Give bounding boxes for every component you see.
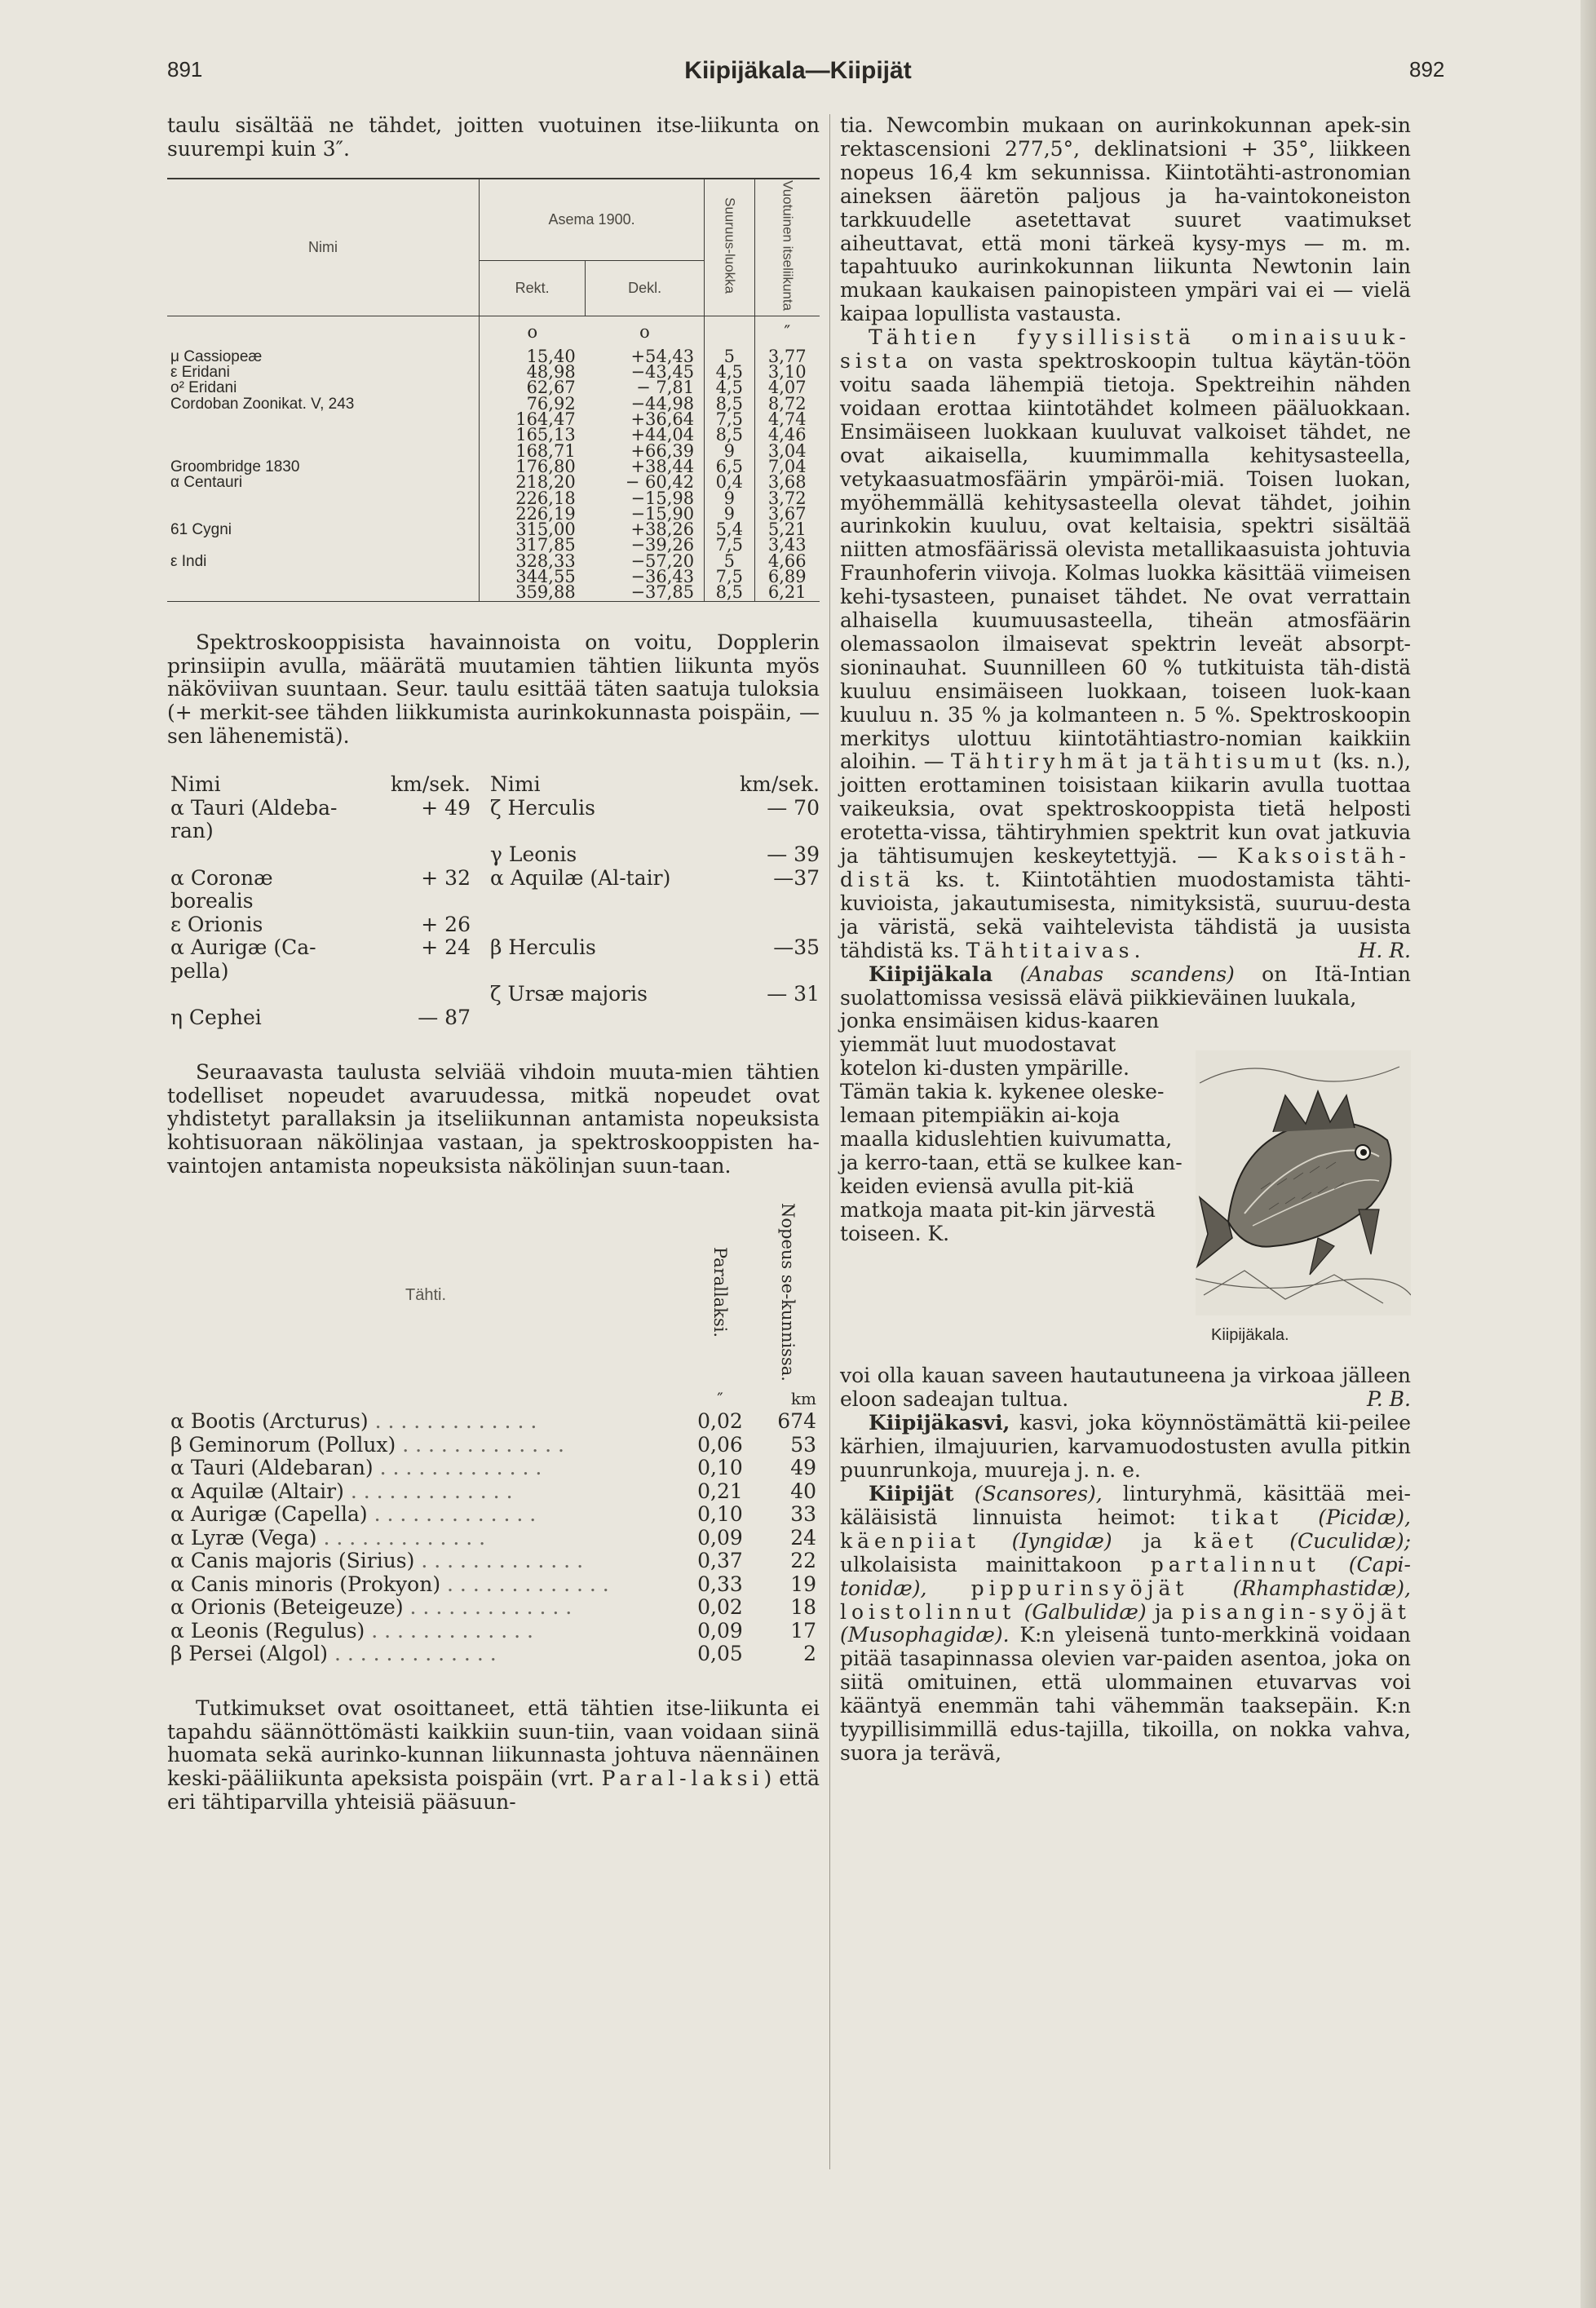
t3-h-tahti: Tähti. bbox=[405, 1285, 447, 1304]
v-name-right: ζ Herculis bbox=[490, 795, 595, 820]
th-itse: Vuotuinen itseliikunta bbox=[754, 179, 820, 316]
figure-caption: Kiipijäkala. bbox=[1211, 1326, 1289, 1345]
star-row bbox=[167, 585, 820, 601]
velocity-row bbox=[167, 843, 820, 867]
star-name bbox=[167, 427, 480, 443]
star-mag: 5 bbox=[705, 349, 754, 365]
v-value-right bbox=[697, 1006, 820, 1030]
star-rekt: 315,00 bbox=[515, 520, 576, 540]
sv-parallax: 0,21 bbox=[697, 1479, 743, 1503]
column-divider bbox=[829, 114, 830, 2169]
sv-parallax: 0,09 bbox=[697, 1618, 743, 1643]
star-mag: 5,4 bbox=[705, 522, 754, 537]
star-pm: 4,66 bbox=[754, 554, 820, 569]
star-dekl: +44,04 bbox=[630, 425, 695, 445]
star-mag: 7,5 bbox=[705, 537, 754, 553]
t3-h-par: Parallaksi. bbox=[710, 1247, 730, 1338]
sv-velocity: 18 bbox=[790, 1595, 816, 1620]
page-number-right: 892 bbox=[1409, 57, 1445, 82]
star-row bbox=[167, 427, 820, 443]
entry-kiipijat: Kiipijät (Scansores), linturyhmä, käsittää mei-käläisistä linnuista heimot: tikat (Picidæ), käenpiiat (Iyngidæ) ja käet (Cuculidæ); ulkolaisista mainittakoon partalinnut (Capi-tonidæ), pippurinsyöjät (Rhamphastidæ), loistolinnut (Galbulidæ) ja pisangin-syöjät (Musophagidæ). K:n yleisenä tunto-merkkinä voidaan pitää tasapinnassa olevien var-paiden asentoa, joka on siitä omituinen, että ulommainen etuvarvas voi kääntyä enemmän tahi vähemmän taaksepäin. K:n tyypillisimmillä edus-tajilla, tikoilla, on nokka vahva, suora ja terävä, bbox=[840, 1481, 1412, 1765]
unit-rekt: o bbox=[527, 322, 538, 343]
star-row bbox=[167, 475, 820, 490]
star-name: ε Eridani bbox=[167, 365, 480, 380]
sv-velocity: 2 bbox=[803, 1642, 816, 1666]
page-number-left: 891 bbox=[167, 57, 203, 82]
sv-parallax: 0,06 bbox=[697, 1432, 743, 1457]
space-velocity-row bbox=[167, 1620, 820, 1643]
star-name: ε Indi bbox=[167, 554, 480, 569]
sv-parallax: 0,10 bbox=[697, 1456, 743, 1480]
v-value-left: + 32 bbox=[421, 865, 471, 890]
star-rekt: 226,19 bbox=[515, 503, 576, 524]
v-value-right: — 70 bbox=[767, 795, 820, 820]
star-name: μ Cassiopeæ bbox=[167, 349, 480, 365]
paragraph-apex: Tutkimukset ovat osoittaneet, että tähtien itse-liikunta ei tapahdu säännöttömästi kaikkiin suun-tiin, vaan voidaan siinä huomata sekä aurinko-kunnan liikunnasta johtuva näennäinen keski-pääliikunta apeksista poispäin (vrt. Paral-laksi) että eri tähtiparvilla yhteisiä pääsuun- bbox=[167, 1696, 820, 1815]
v-name-left bbox=[167, 983, 361, 1006]
entry-kiipijakala: Kiipijäkala (Anabas scandens) on Itä-Intian suolattomissa vesissä elävä piikkieväinen luukala, bbox=[840, 962, 1411, 1010]
space-velocity-table bbox=[167, 1203, 820, 1665]
sv-velocity: 674 bbox=[777, 1409, 816, 1434]
space-velocity-row bbox=[167, 1457, 820, 1480]
book-spine bbox=[1581, 0, 1596, 2308]
sv-velocity: 33 bbox=[790, 1502, 816, 1527]
sv-velocity: 19 bbox=[790, 1572, 816, 1596]
v-name-left: ε Orionis bbox=[170, 912, 263, 936]
sv-star: α Bootis (Arcturus) . . . . . . . . . . . . . bbox=[170, 1409, 537, 1434]
sv-parallax: 0,02 bbox=[697, 1409, 743, 1434]
star-name: 61 Cygni bbox=[167, 522, 480, 537]
star-row bbox=[167, 491, 820, 506]
star-name bbox=[167, 412, 480, 427]
star-mag: 9 bbox=[705, 444, 754, 459]
star-rekt: 76,92 bbox=[526, 393, 576, 413]
sv-star: β Geminorum (Pollux) . . . . . . . . . . . . . bbox=[170, 1432, 564, 1457]
space-velocity-row bbox=[167, 1550, 820, 1573]
space-velocity-row bbox=[167, 1410, 820, 1434]
v-name-right bbox=[487, 913, 697, 937]
star-rekt: 176,80 bbox=[515, 456, 576, 476]
star-pm: 3,77 bbox=[754, 349, 820, 365]
v-value-right: —37 bbox=[773, 865, 820, 890]
v-name-left: η Cephei bbox=[170, 1006, 262, 1030]
star-rekt: 165,13 bbox=[515, 425, 576, 445]
star-name bbox=[167, 506, 480, 522]
star-dekl: −44,98 bbox=[630, 393, 695, 413]
v-name-right: ζ Ursæ majoris bbox=[490, 982, 648, 1006]
star-rekt: 164,47 bbox=[515, 409, 576, 430]
star-mag: 7,5 bbox=[705, 412, 754, 427]
v-value-left: + 24 bbox=[421, 935, 471, 960]
t2-h-km2: km/sek. bbox=[740, 772, 820, 797]
v-name-left: α Tauri (Aldeba-ran) bbox=[170, 795, 338, 843]
sv-velocity: 53 bbox=[790, 1432, 816, 1457]
sv-velocity: 22 bbox=[790, 1549, 816, 1573]
paragraph-spectra: Tähtien fyysillisistä ominaisuuk-sista on vasta spektroskoopin tultua käytän-töön voitu saada lähempiä tietoja. Spektreihin nähden voidaan erottaa kiintotähdet kolmeen pääluokkaan. Ensimäiseen luokkaan kuuluvat valkoiset tähdet, ne ovat aikaisella, kuumimmalla kehitysasteella, vetykaasuatmosfäärin ympäröi-miä. Toisen luokan, myöhemmällä kehitysasteella olevat tähdet, joihin aurinkokin kuuluu, ovat keltaisia, spektri sisältää niitten atmosfäärissä olevista metallikaasuista johtuvia Fraunhoferin viivoja. Kolmas luokka käsittää viimeisen kehi-tysasteen, punaiset tähdet. Ne ovat verrattain alhaisella kuumuusasteella, tiheän atmosfäärin olemassaolon ilmaisevat spektrin leveät absorpt-sioninauhat. Suunnilleen 60 % tutkituista täh-distä kuuluu ensimäiseen luokkaan, toiseen luok-kaan kuuluu n. 35 % ja kolmanteen n. 5 %. Spektroskoopin merkitys ulottuu kiintotähtiastro-nomian kaikkiin aloihin. — Tähtiryhmät ja tähtisumut (ks. n.), joitten erottaminen toisistaan kiikarin avulla tuottaa vaikeuksia, ovat spektroskooppista tietä helposti erotetta-vissa, tähtiryhmien spektrit kun ovat jatkuvia ja tähtisumujen keskeytettyjä. — Kaksoistäh-distä ks. t. Kiintotähtien muodostamista tähti-kuvioista, jakautumisesta, nimityksistä, suuruu-desta ja väristä, sekä vaihtelevista tähdistä ja uusista tähdistä ks. Tähtitaivas. H. R. bbox=[840, 325, 1411, 962]
t3-u-nop: km bbox=[790, 1388, 816, 1408]
space-velocity-row bbox=[167, 1527, 820, 1550]
star-dekl: −43,45 bbox=[630, 362, 695, 382]
star-rekt: 328,33 bbox=[515, 550, 576, 571]
star-rekt: 48,98 bbox=[526, 362, 576, 382]
star-dekl: +38,44 bbox=[630, 456, 695, 476]
sv-star: α Leonis (Regulus) . . . . . . . . . . . . . bbox=[170, 1618, 533, 1643]
star-pm: 7,04 bbox=[754, 459, 820, 475]
star-name: Groombridge 1830 bbox=[167, 459, 480, 475]
space-velocity-row bbox=[167, 1434, 820, 1457]
star-name: α Centauri bbox=[167, 475, 480, 490]
right-column bbox=[840, 114, 1411, 1766]
star-dekl: −15,90 bbox=[630, 503, 695, 524]
star-name: Cordoban Zoonikat. V, 243 bbox=[167, 396, 480, 412]
v-value-right: — 39 bbox=[767, 842, 820, 866]
sv-star: α Orionis (Beteigeuze) . . . . . . . . . . . . . bbox=[170, 1595, 573, 1620]
star-rekt: 218,20 bbox=[515, 472, 576, 493]
star-dekl: −37,85 bbox=[630, 582, 695, 603]
space-velocity-row bbox=[167, 1643, 820, 1666]
velocity-row bbox=[167, 936, 820, 983]
climbing-perch-illustration bbox=[1196, 1050, 1411, 1315]
sv-parallax: 0,37 bbox=[697, 1549, 743, 1573]
star-dekl: +38,26 bbox=[630, 520, 695, 540]
v-name-right: γ Leonis bbox=[490, 842, 577, 866]
sv-star: α Aquilæ (Altair) . . . . . . . . . . . . . bbox=[170, 1479, 513, 1503]
t3-u-par: ″ bbox=[717, 1388, 723, 1408]
sv-star: α Aurigæ (Capella) . . . . . . . . . . . . . bbox=[170, 1502, 537, 1527]
running-title: Kiipijäkala—Kiipijät bbox=[684, 57, 912, 84]
star-rekt: 359,88 bbox=[515, 582, 576, 603]
t2-h-nimi1: Nimi bbox=[170, 772, 221, 797]
star-name bbox=[167, 444, 480, 459]
star-pm: 6,21 bbox=[754, 585, 820, 601]
star-name bbox=[167, 569, 480, 585]
paragraph-velocity: Seuraavasta taulusta selviää vihdoin muuta-mien tähtien todelliset nopeudet avaruudessa, mitkä nopeudet ovat yhdistetyt parallaksin ja itseliikunnan antamista nopeuksista kohtisuoraan näkölinjaa vastaan, ja spektroskooppisten ha-vaintojen antamista nopeuksista näkölinjan suun-taan. bbox=[167, 1059, 820, 1178]
star-mag: 7,5 bbox=[705, 569, 754, 585]
t2-h-km1: km/sek. bbox=[391, 772, 471, 797]
unit-dekl: o bbox=[639, 322, 650, 343]
sv-star: α Canis majoris (Sirius) . . . . . . . . . . . . . bbox=[170, 1549, 584, 1573]
sv-parallax: 0,10 bbox=[697, 1502, 743, 1527]
v-value-left: + 26 bbox=[421, 912, 471, 936]
radial-velocity-table bbox=[167, 773, 820, 1030]
sv-velocity: 40 bbox=[790, 1479, 816, 1503]
star-pm: 3,72 bbox=[754, 491, 820, 506]
th-rekt: Rekt. bbox=[480, 260, 586, 316]
velocity-row bbox=[167, 1006, 820, 1030]
star-pm: 5,21 bbox=[754, 522, 820, 537]
space-velocity-row bbox=[167, 1480, 820, 1504]
v-value-left bbox=[361, 843, 487, 867]
th-dekl: Dekl. bbox=[628, 279, 662, 296]
paragraph-doppler: Spektroskooppisista havainnoista on voitu, Dopplerin prinsiipin avulla, määrätä muutamien tähtien liikunta myös näköviivan suuntaan. Seur. taulu esittää täten saatuja tuloksia (+ merkit-see tähden liikkumista aurinkokunnasta poispäin, — sen lähenemistä). bbox=[167, 630, 820, 749]
v-value-right: —35 bbox=[773, 935, 820, 960]
star-mag: 4,5 bbox=[705, 380, 754, 396]
star-dekl: +66,39 bbox=[630, 440, 695, 461]
star-dekl: −15,98 bbox=[630, 488, 695, 508]
star-mag: 4,5 bbox=[705, 365, 754, 380]
t2-h-nimi2: Nimi bbox=[490, 772, 541, 797]
space-velocity-row bbox=[167, 1573, 820, 1597]
paragraph-newcomb: tia. Newcombin mukaan on aurinkokunnan apek-sin rektascensioni 277,5°, deklinatsioni + 35°, liikkeen nopeus 16,4 km sekunnissa. Kiintotähti-astronomian aineksen ääretön paljous ja ha-vaintokoneiston tarkkuudelle asetettavat suuret vaatimukset aiheuttavat, että moni tärkeä kysy-mys — m. m. tapahtuuko aurinkokunnan liikunta Newtonin lain mukaan kaukaisen painopisteen ympäri vai ei — vielä kaipaa lopullista vastausta. bbox=[840, 113, 1411, 326]
v-value-left: — 87 bbox=[418, 1006, 471, 1030]
fish-text-continued: voi olla kauan saveen hautautuneena ja virkoaa jälleen eloon sadeajan tultua. P. B. bbox=[840, 1364, 1411, 1412]
th-nimi: Nimi bbox=[167, 179, 480, 316]
star-pm: 6,89 bbox=[754, 569, 820, 585]
star-pm: 4,46 bbox=[754, 427, 820, 443]
star-rekt: 226,18 bbox=[515, 488, 576, 508]
velocity-row bbox=[167, 867, 820, 913]
star-dekl: −36,43 bbox=[630, 567, 695, 586]
star-rekt: 168,71 bbox=[515, 440, 576, 461]
sv-parallax: 0,02 bbox=[697, 1595, 743, 1620]
star-mag: 8,5 bbox=[705, 427, 754, 443]
star-row bbox=[167, 537, 820, 553]
velocity-row bbox=[167, 797, 820, 843]
star-dekl: − 7,81 bbox=[636, 378, 695, 398]
star-pm: 3,43 bbox=[754, 537, 820, 553]
sv-parallax: 0,33 bbox=[697, 1572, 743, 1596]
left-column bbox=[167, 114, 820, 1815]
star-rekt: 344,55 bbox=[515, 567, 576, 586]
star-pm: 4,74 bbox=[754, 412, 820, 427]
sv-velocity: 24 bbox=[790, 1525, 816, 1550]
star-dekl: − 60,42 bbox=[625, 472, 695, 493]
space-velocity-row bbox=[167, 1503, 820, 1527]
unit-itse: ″ bbox=[754, 316, 820, 349]
intro-text: taulu sisältää ne tähdet, joitten vuotuinen itse-liikunta on suurempi kuin 3″. bbox=[167, 113, 820, 161]
velocity-row bbox=[167, 913, 820, 937]
sv-star: α Canis minoris (Prokyon) . . . . . . . . . . . . . bbox=[170, 1572, 609, 1596]
t3-h-nop: Nopeus se-kunnissa. bbox=[778, 1203, 798, 1382]
sv-star: α Tauri (Aldebaran) . . . . . . . . . . . . . bbox=[170, 1456, 542, 1480]
star-rekt: 15,40 bbox=[526, 346, 576, 366]
velocity-row bbox=[167, 983, 820, 1006]
star-dekl: +36,64 bbox=[630, 409, 695, 430]
v-name-left bbox=[167, 843, 361, 867]
v-name-right: β Herculis bbox=[490, 935, 596, 960]
star-pm: 3,10 bbox=[754, 365, 820, 380]
v-name-right: α Aquilæ (Al-tair) bbox=[490, 865, 671, 890]
star-name bbox=[167, 585, 480, 601]
star-pm: 3,68 bbox=[754, 475, 820, 490]
v-value-right: — 31 bbox=[767, 982, 820, 1006]
sv-star: β Persei (Algol) . . . . . . . . . . . . . bbox=[170, 1642, 497, 1666]
star-dekl: +54,43 bbox=[630, 346, 695, 366]
star-rekt: 317,85 bbox=[515, 535, 576, 555]
sv-velocity: 49 bbox=[790, 1456, 816, 1480]
star-mag: 0,4 bbox=[705, 475, 754, 490]
proper-motion-table bbox=[167, 178, 820, 602]
star-mag: 9 bbox=[705, 506, 754, 522]
v-value-left bbox=[361, 983, 487, 1006]
star-pm: 8,72 bbox=[754, 396, 820, 412]
sv-velocity: 17 bbox=[790, 1618, 816, 1643]
v-name-left: α Coronæ borealis bbox=[170, 865, 273, 913]
star-dekl: −57,20 bbox=[630, 550, 695, 571]
sv-parallax: 0,09 bbox=[697, 1525, 743, 1550]
space-velocity-row bbox=[167, 1596, 820, 1620]
th-suuruus: Suuruus-luokka bbox=[705, 179, 754, 316]
star-mag: 6,5 bbox=[705, 459, 754, 475]
star-pm: 3,04 bbox=[754, 444, 820, 459]
sv-star: α Lyræ (Vega) . . . . . . . . . . . . . bbox=[170, 1525, 486, 1550]
v-value-left: + 49 bbox=[421, 795, 471, 820]
star-pm: 4,07 bbox=[754, 380, 820, 396]
star-dekl: −39,26 bbox=[630, 535, 695, 555]
star-mag: 8,5 bbox=[705, 585, 754, 601]
star-mag: 5 bbox=[705, 554, 754, 569]
fish-wrap-text: jonka ensimäisen kidus-kaaren yiemmät luut muodostavat kotelon ki-dusten ympärille. Tämän takia k. kykenee oleske-lemaan pitempiäkin ai-koja maalla kiduslehtien kuivumatta, ja kerro-taan, että se kulkee kan-keiden eviensä avulla pit-kiä matkoja maata pit-kin järvestä toiseen. K. bbox=[840, 1009, 1183, 1245]
fish-figure-block bbox=[840, 1010, 1411, 1364]
star-name bbox=[167, 537, 480, 553]
entry-kiipijakasvi: Kiipijäkasvi, kasvi, joka köynnöstämättä kii-peilee kärhien, ilmajuurien, karvamuodostusten avulla pitkin puunrunkoja, muureja j. n. e. bbox=[840, 1411, 1411, 1483]
star-name: o² Eridani bbox=[167, 380, 480, 396]
star-mag: 8,5 bbox=[705, 396, 754, 412]
th-asema: Asema 1900. bbox=[480, 179, 705, 260]
sv-parallax: 0,05 bbox=[697, 1642, 743, 1666]
star-rekt: 62,67 bbox=[526, 378, 576, 398]
star-pm: 3,67 bbox=[754, 506, 820, 522]
v-value-right bbox=[697, 913, 820, 937]
v-name-right bbox=[487, 1006, 697, 1030]
star-mag: 9 bbox=[705, 491, 754, 506]
v-name-left: α Aurigæ (Ca-pella) bbox=[170, 935, 316, 983]
star-name bbox=[167, 491, 480, 506]
